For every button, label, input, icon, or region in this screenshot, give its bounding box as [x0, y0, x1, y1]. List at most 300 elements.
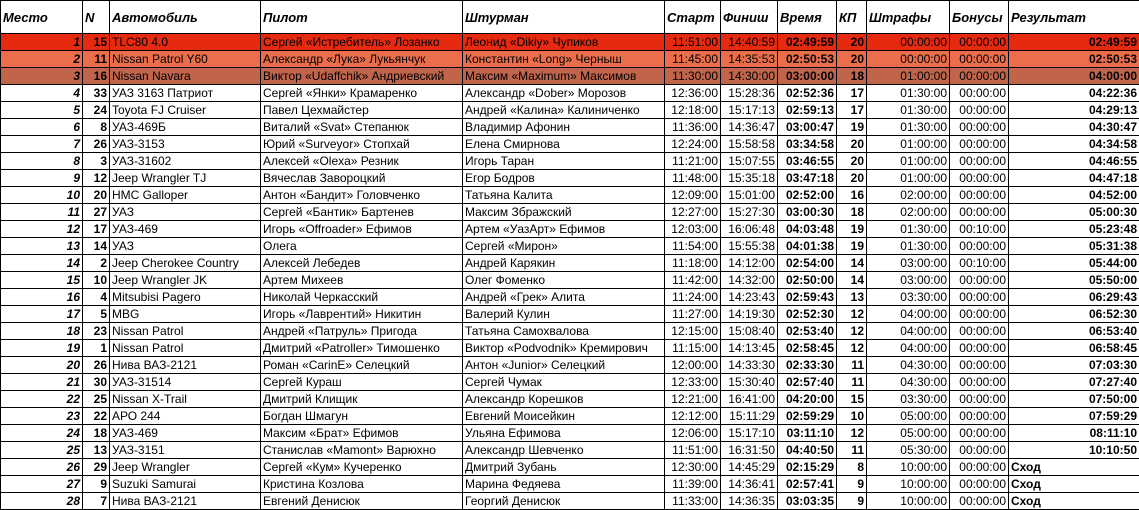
cell-car: УАЗ-469	[110, 425, 261, 442]
cell-place: 16	[1, 289, 83, 306]
cell-car: УАЗ-31514	[110, 374, 261, 391]
cell-car: Mitsubisi Pagero	[110, 289, 261, 306]
table-row	[1, 170, 1139, 187]
cell-navigator: Олег Фоменко	[463, 272, 665, 289]
cell-pilot: Сергей «Истребитель» Лозанко	[261, 34, 463, 51]
cell-result: 05:23:48	[1009, 221, 1139, 238]
cell-result: 04:34:58	[1009, 136, 1139, 153]
cell-finish: 14:36:47	[721, 119, 778, 136]
cell-start: 11:45:00	[665, 51, 721, 68]
cell-start: 11:54:00	[665, 238, 721, 255]
cell-start: 12:36:00	[665, 85, 721, 102]
table-row	[1, 238, 1139, 255]
table-row	[1, 306, 1139, 323]
cell-kp: 12	[837, 425, 867, 442]
cell-result: 07:59:29	[1009, 408, 1139, 425]
table-row	[1, 221, 1139, 238]
header-kp: КП	[837, 1, 867, 34]
table-row	[1, 153, 1139, 170]
cell-kp: 16	[837, 187, 867, 204]
cell-num: 27	[83, 204, 110, 221]
cell-pilot: Сергей «Бантик» Бартенев	[261, 204, 463, 221]
cell-bonus: 00:00:00	[950, 238, 1009, 255]
cell-place: 11	[1, 204, 83, 221]
table-row	[1, 51, 1139, 68]
cell-place: 9	[1, 170, 83, 187]
cell-navigator: Владимир Афонин	[463, 119, 665, 136]
cell-pilot: Максим «Брат» Ефимов	[261, 425, 463, 442]
cell-start: 12:03:00	[665, 221, 721, 238]
cell-navigator: Александр Шевченко	[463, 442, 665, 459]
cell-kp: 11	[837, 442, 867, 459]
cell-num: 18	[83, 425, 110, 442]
cell-start: 12:24:00	[665, 136, 721, 153]
cell-num: 14	[83, 238, 110, 255]
cell-start: 11:18:00	[665, 255, 721, 272]
cell-penalty: 01:30:00	[867, 221, 950, 238]
cell-start: 12:33:00	[665, 374, 721, 391]
cell-num: 23	[83, 323, 110, 340]
header-finish: Финиш	[721, 1, 778, 34]
cell-kp: 20	[837, 51, 867, 68]
cell-result: 04:29:13	[1009, 102, 1139, 119]
cell-pilot: Вячеслав Завороцкий	[261, 170, 463, 187]
cell-start: 12:00:00	[665, 357, 721, 374]
cell-navigator: Ульяна Ефимова	[463, 425, 665, 442]
cell-start: 12:15:00	[665, 323, 721, 340]
cell-finish: 14:33:30	[721, 357, 778, 374]
cell-car: УАЗ	[110, 238, 261, 255]
cell-num: 22	[83, 408, 110, 425]
cell-result: 04:00:00	[1009, 68, 1139, 85]
cell-pilot: Алексей Лебедев	[261, 255, 463, 272]
cell-kp: 17	[837, 102, 867, 119]
cell-penalty: 01:30:00	[867, 238, 950, 255]
cell-navigator: Александр Корешков	[463, 391, 665, 408]
header-car: Автомобиль	[110, 1, 261, 34]
cell-time: 03:00:00	[778, 68, 837, 85]
cell-penalty: 01:00:00	[867, 153, 950, 170]
cell-pilot: Николай Черкасский	[261, 289, 463, 306]
cell-pilot: Андрей «Патруль» Пригода	[261, 323, 463, 340]
cell-finish: 14:36:41	[721, 476, 778, 493]
cell-num: 10	[83, 272, 110, 289]
cell-start: 11:42:00	[665, 272, 721, 289]
cell-finish: 15:08:40	[721, 323, 778, 340]
cell-kp: 19	[837, 221, 867, 238]
cell-place: 17	[1, 306, 83, 323]
header-time: Время	[778, 1, 837, 34]
cell-num: 4	[83, 289, 110, 306]
cell-num: 2	[83, 255, 110, 272]
cell-pilot: Виктор «Udaffchik» Андриевский	[261, 68, 463, 85]
cell-navigator: Евгений Моисейкин	[463, 408, 665, 425]
cell-place: 20	[1, 357, 83, 374]
cell-bonus: 00:00:00	[950, 442, 1009, 459]
cell-time: 02:52:36	[778, 85, 837, 102]
cell-place: 6	[1, 119, 83, 136]
cell-start: 12:09:00	[665, 187, 721, 204]
table-row	[1, 391, 1139, 408]
cell-result: 04:47:18	[1009, 170, 1139, 187]
cell-pilot: Юрий «Surveyor» Стопхай	[261, 136, 463, 153]
cell-num: 8	[83, 119, 110, 136]
cell-bonus: 00:00:00	[950, 272, 1009, 289]
cell-car: Toyota FJ Cruiser	[110, 102, 261, 119]
cell-finish: 15:58:58	[721, 136, 778, 153]
cell-pilot: Алексей «Olexa» Резник	[261, 153, 463, 170]
cell-pilot: Игорь «Offroader» Ефимов	[261, 221, 463, 238]
cell-bonus: 00:00:00	[950, 289, 1009, 306]
cell-num: 5	[83, 306, 110, 323]
cell-navigator: Максим Збражский	[463, 204, 665, 221]
cell-place: 3	[1, 68, 83, 85]
cell-navigator: Андрей Карякин	[463, 255, 665, 272]
cell-start: 12:21:00	[665, 391, 721, 408]
cell-navigator: Андрей «Грек» Алита	[463, 289, 665, 306]
cell-bonus: 00:00:00	[950, 170, 1009, 187]
cell-num: 33	[83, 85, 110, 102]
table-row	[1, 136, 1139, 153]
cell-kp: 20	[837, 34, 867, 51]
cell-penalty: 04:30:00	[867, 357, 950, 374]
cell-start: 12:27:00	[665, 204, 721, 221]
cell-time: 02:15:29	[778, 459, 837, 476]
cell-time: 04:40:50	[778, 442, 837, 459]
cell-place: 13	[1, 238, 83, 255]
cell-navigator: Артем «УазАрт» Ефимов	[463, 221, 665, 238]
cell-result: 06:58:45	[1009, 340, 1139, 357]
cell-penalty: 10:00:00	[867, 493, 950, 510]
cell-start: 11:51:00	[665, 34, 721, 51]
cell-kp: 12	[837, 323, 867, 340]
cell-penalty: 10:00:00	[867, 459, 950, 476]
header-navigator: Штурман	[463, 1, 665, 34]
cell-navigator: Константин «Long» Черныш	[463, 51, 665, 68]
cell-penalty: 05:00:00	[867, 425, 950, 442]
cell-penalty: 01:00:00	[867, 170, 950, 187]
cell-bonus: 00:00:00	[950, 391, 1009, 408]
cell-finish: 15:28:36	[721, 85, 778, 102]
cell-pilot: Антон «Бандит» Головченко	[261, 187, 463, 204]
cell-num: 13	[83, 442, 110, 459]
cell-car: Nissan Patrol	[110, 323, 261, 340]
cell-penalty: 04:00:00	[867, 306, 950, 323]
table-row	[1, 255, 1139, 272]
cell-bonus: 00:00:00	[950, 459, 1009, 476]
cell-car: Нива ВАЗ-2121	[110, 493, 261, 510]
table-row	[1, 459, 1139, 476]
cell-place: 24	[1, 425, 83, 442]
cell-kp: 14	[837, 255, 867, 272]
cell-penalty: 05:30:00	[867, 442, 950, 459]
header-penalties: Штрафы	[867, 1, 950, 34]
cell-finish: 15:30:40	[721, 374, 778, 391]
cell-penalty: 01:00:00	[867, 68, 950, 85]
cell-finish: 15:27:30	[721, 204, 778, 221]
cell-time: 02:53:40	[778, 323, 837, 340]
cell-kp: 10	[837, 408, 867, 425]
cell-time: 03:47:18	[778, 170, 837, 187]
cell-finish: 16:41:00	[721, 391, 778, 408]
cell-bonus: 00:00:00	[950, 204, 1009, 221]
cell-finish: 14:12:00	[721, 255, 778, 272]
cell-place: 15	[1, 272, 83, 289]
cell-car: АРО 244	[110, 408, 261, 425]
cell-place: 2	[1, 51, 83, 68]
cell-kp: 9	[837, 493, 867, 510]
cell-navigator: Сергей Чумак	[463, 374, 665, 391]
cell-time: 02:59:13	[778, 102, 837, 119]
cell-result: Сход	[1009, 476, 1139, 493]
cell-num: 24	[83, 102, 110, 119]
cell-num: 15	[83, 34, 110, 51]
cell-pilot: Дмитрий Клищик	[261, 391, 463, 408]
cell-navigator: Виктор «Podvodnik» Кремирович	[463, 340, 665, 357]
header-start: Старт	[665, 1, 721, 34]
cell-place: 25	[1, 442, 83, 459]
cell-bonus: 00:00:00	[950, 68, 1009, 85]
cell-kp: 12	[837, 306, 867, 323]
cell-result: 06:29:43	[1009, 289, 1139, 306]
cell-pilot: Евгений Денисюк	[261, 493, 463, 510]
cell-result: 07:03:30	[1009, 357, 1139, 374]
cell-pilot: Александр «Лука» Лукьянчук	[261, 51, 463, 68]
cell-pilot: Виталий «Svat» Степанюк	[261, 119, 463, 136]
cell-navigator: Андрей «Калина» Калиниченко	[463, 102, 665, 119]
cell-place: 4	[1, 85, 83, 102]
cell-place: 19	[1, 340, 83, 357]
cell-car: Nissan Patrol Y60	[110, 51, 261, 68]
table-row	[1, 68, 1139, 85]
cell-result: 04:30:47	[1009, 119, 1139, 136]
cell-num: 1	[83, 340, 110, 357]
cell-penalty: 03:00:00	[867, 255, 950, 272]
cell-num: 26	[83, 357, 110, 374]
cell-penalty: 01:00:00	[867, 136, 950, 153]
cell-result: 05:50:00	[1009, 272, 1139, 289]
cell-penalty: 10:00:00	[867, 476, 950, 493]
table-row	[1, 289, 1139, 306]
cell-kp: 9	[837, 476, 867, 493]
cell-place: 26	[1, 459, 83, 476]
cell-navigator: Марина Федяева	[463, 476, 665, 493]
table-row	[1, 34, 1139, 51]
cell-bonus: 00:10:00	[950, 255, 1009, 272]
cell-start: 12:12:00	[665, 408, 721, 425]
cell-finish: 14:36:35	[721, 493, 778, 510]
cell-pilot: Богдан Шмагун	[261, 408, 463, 425]
cell-penalty: 00:00:00	[867, 51, 950, 68]
table-row	[1, 425, 1139, 442]
cell-pilot: Сергей «Янки» Крамаренко	[261, 85, 463, 102]
cell-bonus: 00:10:00	[950, 221, 1009, 238]
cell-car: УАЗ 3163 Патриот	[110, 85, 261, 102]
table-row	[1, 272, 1139, 289]
cell-navigator: Георгий Денисюк	[463, 493, 665, 510]
cell-time: 02:57:41	[778, 476, 837, 493]
cell-finish: 14:32:00	[721, 272, 778, 289]
cell-place: 27	[1, 476, 83, 493]
cell-finish: 16:06:48	[721, 221, 778, 238]
cell-time: 02:59:43	[778, 289, 837, 306]
cell-car: УАЗ-3151	[110, 442, 261, 459]
cell-place: 5	[1, 102, 83, 119]
cell-kp: 20	[837, 170, 867, 187]
cell-finish: 15:07:55	[721, 153, 778, 170]
cell-navigator: Игорь Таран	[463, 153, 665, 170]
table-row	[1, 204, 1139, 221]
cell-num: 11	[83, 51, 110, 68]
cell-finish: 16:31:50	[721, 442, 778, 459]
cell-time: 02:52:30	[778, 306, 837, 323]
results-body	[1, 34, 1139, 510]
cell-penalty: 01:30:00	[867, 85, 950, 102]
cell-finish: 14:35:53	[721, 51, 778, 68]
cell-kp: 11	[837, 374, 867, 391]
cell-num: 20	[83, 187, 110, 204]
cell-start: 12:18:00	[665, 102, 721, 119]
cell-kp: 20	[837, 136, 867, 153]
cell-place: 23	[1, 408, 83, 425]
cell-pilot: Артем Михеев	[261, 272, 463, 289]
cell-bonus: 00:00:00	[950, 85, 1009, 102]
cell-finish: 15:11:29	[721, 408, 778, 425]
cell-penalty: 04:00:00	[867, 340, 950, 357]
cell-penalty: 05:00:00	[867, 408, 950, 425]
cell-num: 9	[83, 476, 110, 493]
cell-pilot: Станислав «Mamont» Варюхно	[261, 442, 463, 459]
cell-kp: 19	[837, 238, 867, 255]
cell-time: 02:49:59	[778, 34, 837, 51]
cell-result: 07:50:00	[1009, 391, 1139, 408]
cell-bonus: 00:00:00	[950, 493, 1009, 510]
cell-start: 11:36:00	[665, 119, 721, 136]
cell-place: 1	[1, 34, 83, 51]
cell-car: Nissan Navara	[110, 68, 261, 85]
cell-time: 02:54:00	[778, 255, 837, 272]
cell-result: 04:46:55	[1009, 153, 1139, 170]
cell-penalty: 01:30:00	[867, 119, 950, 136]
cell-finish: 15:17:13	[721, 102, 778, 119]
cell-result: 06:52:30	[1009, 306, 1139, 323]
cell-finish: 15:17:10	[721, 425, 778, 442]
cell-time: 04:01:38	[778, 238, 837, 255]
cell-penalty: 02:00:00	[867, 204, 950, 221]
cell-kp: 18	[837, 204, 867, 221]
cell-place: 22	[1, 391, 83, 408]
cell-navigator: Сергей «Мирон»	[463, 238, 665, 255]
header-num: N	[83, 1, 110, 34]
cell-result: 04:22:36	[1009, 85, 1139, 102]
cell-place: 10	[1, 187, 83, 204]
cell-place: 18	[1, 323, 83, 340]
cell-place: 12	[1, 221, 83, 238]
cell-kp: 18	[837, 68, 867, 85]
cell-result: 05:44:00	[1009, 255, 1139, 272]
cell-num: 16	[83, 68, 110, 85]
cell-finish: 14:30:00	[721, 68, 778, 85]
cell-car: УАЗ-469Б	[110, 119, 261, 136]
cell-bonus: 00:00:00	[950, 51, 1009, 68]
cell-result: 06:53:40	[1009, 323, 1139, 340]
cell-place: 8	[1, 153, 83, 170]
cell-pilot: Сергей «Кум» Кучеренко	[261, 459, 463, 476]
cell-start: 11:48:00	[665, 170, 721, 187]
cell-penalty: 00:00:00	[867, 34, 950, 51]
cell-result: 05:00:30	[1009, 204, 1139, 221]
cell-finish: 15:35:18	[721, 170, 778, 187]
cell-time: 04:20:00	[778, 391, 837, 408]
cell-finish: 14:45:29	[721, 459, 778, 476]
cell-navigator: Татьяна Калита	[463, 187, 665, 204]
header-result: Результат	[1009, 1, 1139, 34]
cell-start: 11:27:00	[665, 306, 721, 323]
cell-start: 11:39:00	[665, 476, 721, 493]
cell-penalty: 03:30:00	[867, 289, 950, 306]
cell-penalty: 03:00:00	[867, 272, 950, 289]
cell-finish: 14:19:30	[721, 306, 778, 323]
table-row	[1, 102, 1139, 119]
cell-penalty: 03:30:00	[867, 391, 950, 408]
cell-result: Сход	[1009, 493, 1139, 510]
table-row	[1, 493, 1139, 510]
cell-result: Сход	[1009, 459, 1139, 476]
cell-car: Nissan Patrol	[110, 340, 261, 357]
cell-kp: 17	[837, 85, 867, 102]
cell-time: 02:50:00	[778, 272, 837, 289]
cell-pilot: Игорь «Лаврентий» Никитин	[261, 306, 463, 323]
cell-pilot: Сергей Кураш	[261, 374, 463, 391]
cell-start: 12:30:00	[665, 459, 721, 476]
cell-time: 03:11:10	[778, 425, 837, 442]
table-row	[1, 340, 1139, 357]
cell-bonus: 00:00:00	[950, 102, 1009, 119]
table-row	[1, 357, 1139, 374]
cell-bonus: 00:00:00	[950, 136, 1009, 153]
header-bonuses: Бонусы	[950, 1, 1009, 34]
cell-start: 11:33:00	[665, 493, 721, 510]
cell-result: 02:49:59	[1009, 34, 1139, 51]
cell-car: Suzuki Samurai	[110, 476, 261, 493]
cell-place: 21	[1, 374, 83, 391]
table-row	[1, 476, 1139, 493]
cell-kp: 8	[837, 459, 867, 476]
cell-finish: 14:40:59	[721, 34, 778, 51]
cell-bonus: 00:00:00	[950, 119, 1009, 136]
cell-time: 02:57:40	[778, 374, 837, 391]
cell-place: 7	[1, 136, 83, 153]
cell-time: 03:00:47	[778, 119, 837, 136]
cell-finish: 15:01:00	[721, 187, 778, 204]
cell-bonus: 00:00:00	[950, 153, 1009, 170]
cell-finish: 14:23:43	[721, 289, 778, 306]
table-row	[1, 442, 1139, 459]
cell-time: 03:03:35	[778, 493, 837, 510]
cell-num: 17	[83, 221, 110, 238]
header-pilot: Пилот	[261, 1, 463, 34]
cell-kp: 11	[837, 357, 867, 374]
cell-bonus: 00:00:00	[950, 476, 1009, 493]
cell-car: УАЗ	[110, 204, 261, 221]
cell-result: 02:50:53	[1009, 51, 1139, 68]
cell-finish: 14:13:45	[721, 340, 778, 357]
table-row	[1, 187, 1139, 204]
cell-kp: 12	[837, 340, 867, 357]
cell-car: УАЗ-3153	[110, 136, 261, 153]
cell-car: Jeep Wrangler JK	[110, 272, 261, 289]
cell-penalty: 04:30:00	[867, 374, 950, 391]
